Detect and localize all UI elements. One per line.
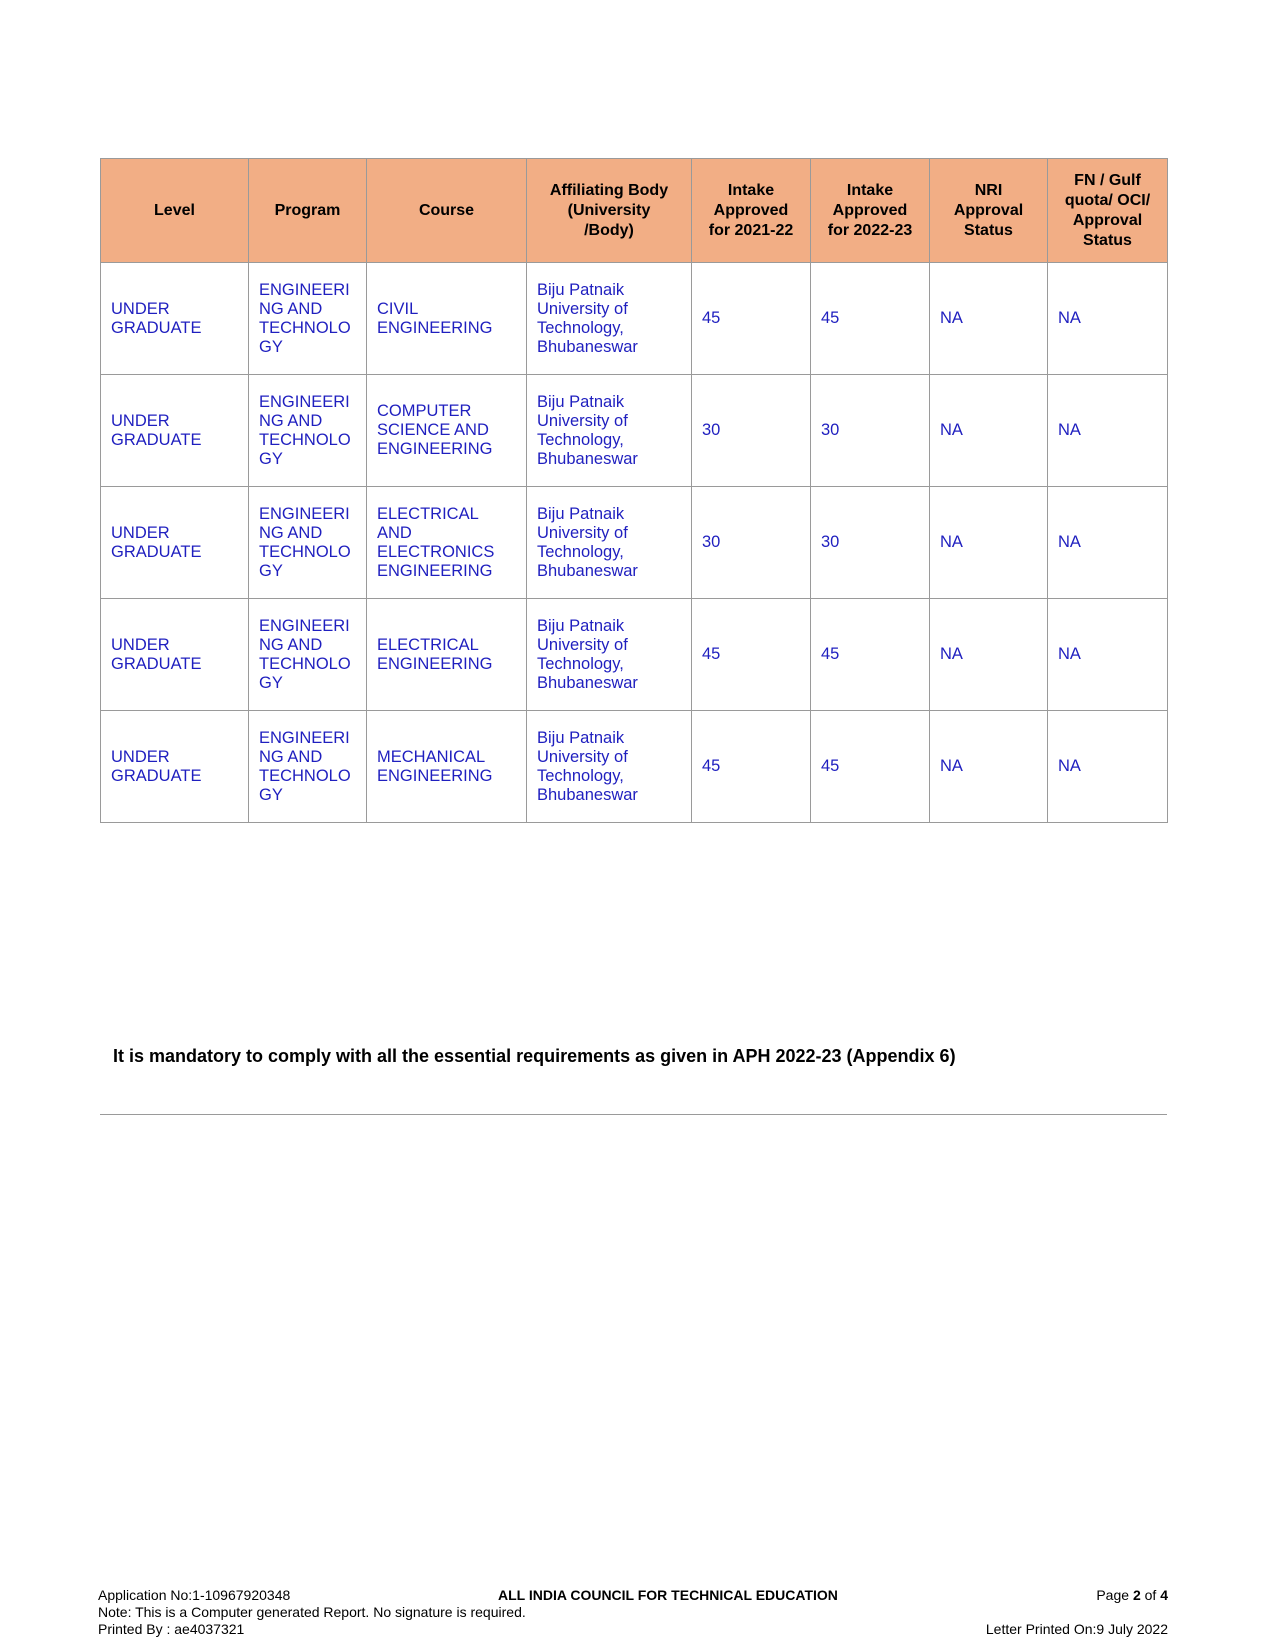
cell-intake-2022-23: 45: [811, 263, 930, 375]
cell-affiliating-body: [527, 599, 692, 711]
page-separator: of: [1140, 1587, 1161, 1603]
cell-line: Biju Patnaik: [537, 280, 625, 299]
cell-nri-status: NA: [930, 263, 1048, 375]
cell-fn-gulf-oci-status: NA: [1048, 599, 1168, 711]
cell-line: ENGINEERING: [377, 318, 493, 337]
cell-level: [101, 263, 249, 375]
cell-line: University of: [537, 635, 628, 654]
cell-level: [101, 487, 249, 599]
cell-line: GRADUATE: [111, 766, 202, 785]
cell-line: GY: [259, 337, 283, 356]
cell-line: Approval: [953, 201, 1024, 219]
table-row: [101, 711, 1168, 823]
cell-course: [367, 599, 527, 711]
cell-course: [367, 375, 527, 487]
cell-line: Approved: [832, 201, 908, 219]
cell-line: NG AND: [259, 411, 323, 430]
cell-line: GRADUATE: [111, 542, 202, 561]
cell-line: for 2022-23: [827, 221, 913, 239]
cell-line: Technology,: [537, 430, 624, 449]
cell-line: SCIENCE AND: [377, 421, 489, 439]
cell-line: for 2021-22: [708, 221, 794, 239]
cell-intake-2022-23: 30: [811, 375, 930, 487]
cell-line: NG AND: [259, 299, 323, 318]
cell-line: UNDER: [111, 747, 170, 766]
cell-level: [101, 599, 249, 711]
cell-line: UNDER: [111, 635, 170, 654]
cell-line: TECHNOLO: [259, 542, 351, 561]
cell-line: GY: [259, 785, 283, 804]
cell-fn-gulf-oci-status: NA: [1048, 711, 1168, 823]
cell-program: [249, 711, 367, 823]
cell-line: Biju Patnaik: [537, 616, 625, 635]
cell-line: ENGINEERI: [259, 280, 350, 299]
footer-printed-by: Printed By : ae4037321: [98, 1621, 245, 1637]
cell-intake-2021-22: 30: [692, 487, 811, 599]
cell-line: Affiliating Body: [549, 181, 669, 199]
page-prefix: Page: [1096, 1587, 1133, 1603]
cell-line: Technology,: [537, 766, 624, 785]
cell-line: University of: [537, 299, 628, 318]
table-row: [101, 375, 1168, 487]
cell-line: Technology,: [537, 654, 624, 673]
cell-line: Bhubaneswar: [537, 449, 638, 468]
cell-line: Technology,: [537, 318, 624, 337]
cell-line: GRADUATE: [111, 654, 202, 673]
header-intake-2022-23: [811, 159, 930, 263]
cell-line: Intake: [846, 181, 894, 199]
cell-fn-gulf-oci-status: NA: [1048, 263, 1168, 375]
cell-line: quota/ OCI/: [1064, 191, 1151, 209]
cell-line: UNDER: [111, 411, 170, 430]
cell-line: ENGINEERING: [377, 561, 493, 580]
cell-line: University of: [537, 523, 628, 542]
cell-line: TECHNOLO: [259, 318, 351, 337]
cell-line: TECHNOLO: [259, 766, 351, 785]
cell-line: Bhubaneswar: [537, 673, 638, 692]
intake-approval-table: [100, 158, 1168, 823]
cell-line: ENGINEERING: [377, 766, 493, 785]
cell-line: Bhubaneswar: [537, 785, 638, 804]
cell-affiliating-body: [527, 375, 692, 487]
cell-fn-gulf-oci-status: NA: [1048, 375, 1168, 487]
page-total: 4: [1160, 1587, 1168, 1603]
cell-line: Program: [274, 201, 341, 219]
cell-line: COMPUTER: [377, 402, 472, 420]
footer-application-no: Application No:1-10967920348: [98, 1587, 291, 1603]
cell-line: Bhubaneswar: [537, 561, 638, 580]
cell-line: MECHANICAL: [377, 747, 486, 766]
cell-intake-2022-23: 45: [811, 599, 930, 711]
table-row: [101, 599, 1168, 711]
cell-line: GY: [259, 673, 283, 692]
cell-line: TECHNOLO: [259, 654, 351, 673]
cell-line: NG AND: [259, 747, 323, 766]
cell-line: UNDER: [111, 299, 170, 318]
header-affiliating-body: [527, 159, 692, 263]
cell-line: GRADUATE: [111, 318, 202, 337]
cell-line: TECHNOLO: [259, 430, 351, 449]
cell-line: University of: [537, 411, 628, 430]
cell-course: [367, 711, 527, 823]
compliance-notice: It is mandatory to comply with all the essential requirements as given in APH 2022-23 (Appendix 6): [113, 1046, 956, 1066]
cell-line: ENGINEERI: [259, 392, 350, 411]
header-level: [101, 159, 249, 263]
cell-line: Status: [964, 221, 1013, 239]
cell-line: ELECTRONICS: [377, 542, 495, 561]
cell-intake-2021-22: 45: [692, 711, 811, 823]
cell-line: ENGINEERING: [377, 440, 493, 458]
footer-note: Note: This is a Computer generated Report. No signature is required.: [98, 1604, 526, 1620]
cell-intake-2021-22: 45: [692, 599, 811, 711]
cell-line: FN / Gulf: [1074, 171, 1141, 189]
cell-line: ENGINEERI: [259, 616, 350, 635]
header-intake-2021-22: [692, 159, 811, 263]
cell-line: CIVIL: [377, 299, 419, 318]
cell-line: Status: [1083, 231, 1132, 249]
footer-page-number: [1096, 1587, 1168, 1604]
cell-nri-status: NA: [930, 375, 1048, 487]
cell-affiliating-body: [527, 711, 692, 823]
cell-line: Intake: [727, 181, 775, 199]
cell-fn-gulf-oci-status: NA: [1048, 487, 1168, 599]
cell-affiliating-body: [527, 487, 692, 599]
header-nri-approval-status: [930, 159, 1048, 263]
footer-organization: ALL INDIA COUNCIL FOR TECHNICAL EDUCATION: [498, 1587, 838, 1603]
cell-program: [249, 599, 367, 711]
cell-line: /Body): [584, 221, 634, 239]
table-row: [101, 487, 1168, 599]
cell-intake-2022-23: 45: [811, 711, 930, 823]
cell-nri-status: NA: [930, 599, 1048, 711]
cell-line: ENGINEERI: [259, 504, 350, 523]
cell-line: Bhubaneswar: [537, 337, 638, 356]
divider: [100, 1114, 1167, 1115]
cell-intake-2021-22: 45: [692, 263, 811, 375]
cell-course: [367, 263, 527, 375]
cell-line: ENGINEERI: [259, 728, 350, 747]
cell-line: GY: [259, 449, 283, 468]
cell-line: Approved: [713, 201, 789, 219]
cell-line: Course: [418, 201, 475, 219]
cell-line: Biju Patnaik: [537, 728, 625, 747]
cell-nri-status: NA: [930, 711, 1048, 823]
cell-line: University of: [537, 747, 628, 766]
cell-course: [367, 487, 527, 599]
cell-line: Biju Patnaik: [537, 392, 625, 411]
cell-line: (University: [567, 201, 651, 219]
cell-line: Level: [154, 201, 195, 219]
cell-line: ELECTRICAL: [377, 504, 479, 523]
cell-line: AND: [377, 523, 412, 542]
cell-line: ELECTRICAL: [377, 635, 479, 654]
cell-line: Approval: [1072, 211, 1143, 229]
cell-line: NG AND: [259, 523, 323, 542]
cell-intake-2021-22: 30: [692, 375, 811, 487]
cell-line: UNDER: [111, 523, 170, 542]
table-row: [101, 263, 1168, 375]
cell-line: GRADUATE: [111, 430, 202, 449]
cell-affiliating-body: [527, 263, 692, 375]
header-course: [367, 159, 527, 263]
header-fn-gulf-oci-status: [1048, 159, 1168, 263]
page-current: 2: [1132, 1587, 1141, 1603]
cell-line: NG AND: [259, 635, 323, 654]
footer-printed-on: Letter Printed On:9 July 2022: [985, 1621, 1168, 1637]
cell-level: [101, 711, 249, 823]
cell-line: ENGINEERING: [377, 654, 493, 673]
cell-level: [101, 375, 249, 487]
cell-nri-status: NA: [930, 487, 1048, 599]
cell-line: NRI: [974, 181, 1003, 199]
cell-program: [249, 487, 367, 599]
cell-line: Technology,: [537, 542, 624, 561]
table-header-row: [101, 159, 1168, 263]
cell-line: GY: [259, 561, 283, 580]
cell-program: [249, 263, 367, 375]
header-program: [249, 159, 367, 263]
cell-line: Biju Patnaik: [537, 504, 625, 523]
cell-intake-2022-23: 30: [811, 487, 930, 599]
cell-program: [249, 375, 367, 487]
